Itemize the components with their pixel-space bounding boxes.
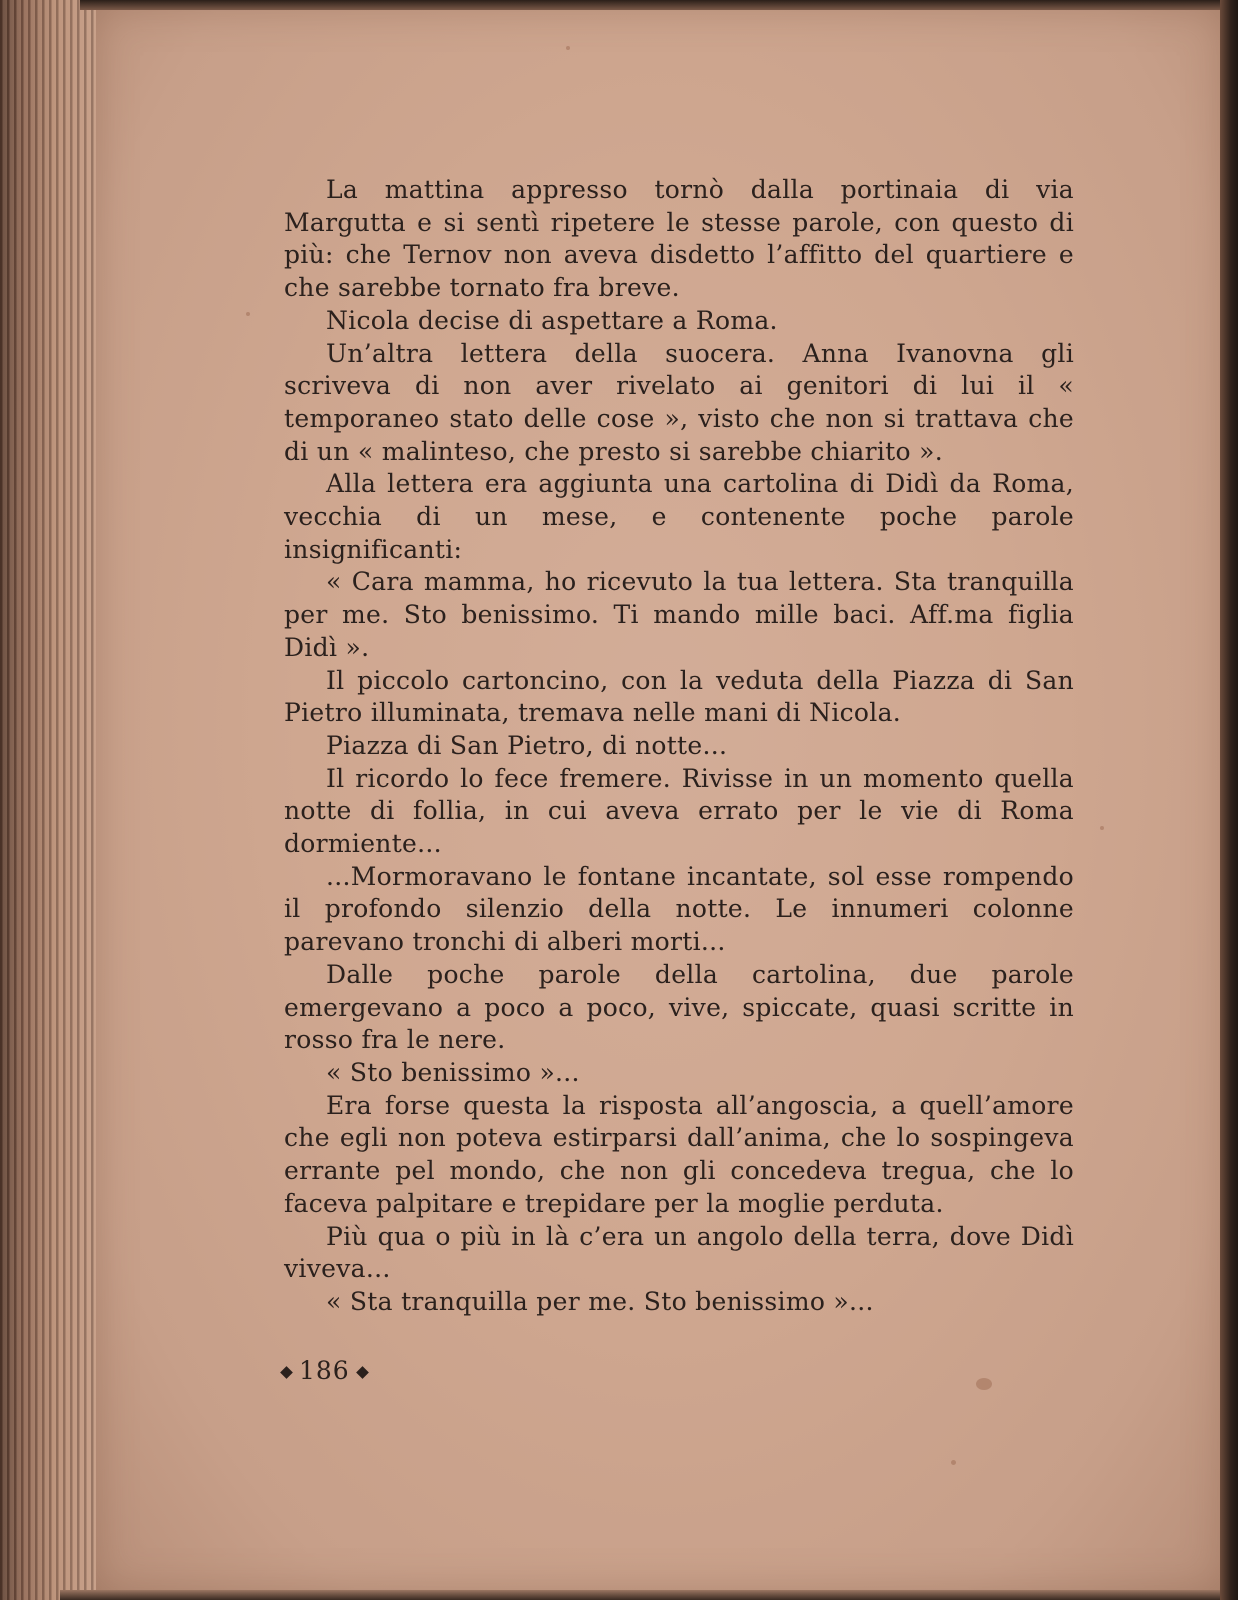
paper-speck <box>951 1460 956 1465</box>
page-edges-stack <box>0 0 100 1600</box>
page-number <box>282 1356 375 1386</box>
paragraph: « Sto benissimo »... <box>326 1057 580 1087</box>
paper-speck <box>1100 826 1104 830</box>
page-top-edge <box>80 0 1238 10</box>
paragraph: Alla lettera era aggiunta una cartolina di Didì da Roma, vecchia di un mese, e contenente poche parole insignificanti: <box>284 469 1074 564</box>
paragraph: Dalle poche parole della cartolina, due parole emergevano a poco a poco, vive, spiccate, quasi scritte in rosso fra le nere. <box>284 959 1074 1055</box>
paragraph: « Cara mamma, ho ricevuto la tua lettera. Sta tranquilla per me. Sto benissimo. Ti mando mille baci. Aff.ma figlia Didì ». <box>284 567 1074 662</box>
paper-speck <box>566 46 570 50</box>
paragraph: Piazza di San Pietro, di notte... <box>326 730 728 760</box>
paragraph: Era forse questa la risposta all’angoscia, a quell’amore che egli non poteva estirparsi dall’anima, che lo sospingeva errante pel mondo, che non gli concedeva tregua, che lo faceva palpitare e trepidare per la moglie perduta. <box>284 1090 1074 1218</box>
paragraph: Nicola decise di aspettare a Roma. <box>326 305 778 335</box>
paragraph: Il ricordo lo fece fremere. Rivisse in un momento quella notte di follia, in cui aveva errato per le vie di Roma dormiente... <box>284 763 1074 859</box>
paper-speck <box>246 312 250 316</box>
paper-stain <box>976 1378 992 1390</box>
paragraph: Un’altra lettera della suocera. Anna Ivanovna gli scriveva di non aver rivelato ai genitori di lui il « temporaneo stato delle cose », visto che non si trattava che di un « malinteso, che presto si sarebbe chiarito ». <box>284 338 1074 466</box>
diamond-ornament-icon <box>280 1366 293 1379</box>
body-text <box>284 174 1074 1319</box>
paragraph: « Sta tranquilla per me. Sto benissimo »... <box>326 1286 874 1316</box>
paragraph: ...Mormoravano le fontane incantate, sol esse rompendo il profondo silenzio della notte. Le innumeri colonne parevano tronchi di alberi morti... <box>284 861 1074 957</box>
paragraph: Più qua o più in là c’era un angolo della terra, dove Didì viveva... <box>284 1221 1074 1284</box>
paragraph: Il piccolo cartoncino, con la veduta della Piazza di San Pietro illuminata, tremava nelle mani di Nicola. <box>284 665 1074 728</box>
page-number-text: 186 <box>299 1356 350 1385</box>
page-bottom-edge <box>60 1590 1238 1600</box>
paragraph: La mattina appresso tornò dalla portinaia di via Margutta e si sentì ripetere le stesse parole, con questo di più: che Ternov non aveva disdetto l’affitto del quartiere e che sarebbe tornato fra breve. <box>284 175 1074 303</box>
diamond-ornament-icon <box>356 1366 369 1379</box>
book-spine-shadow <box>1220 0 1238 1600</box>
